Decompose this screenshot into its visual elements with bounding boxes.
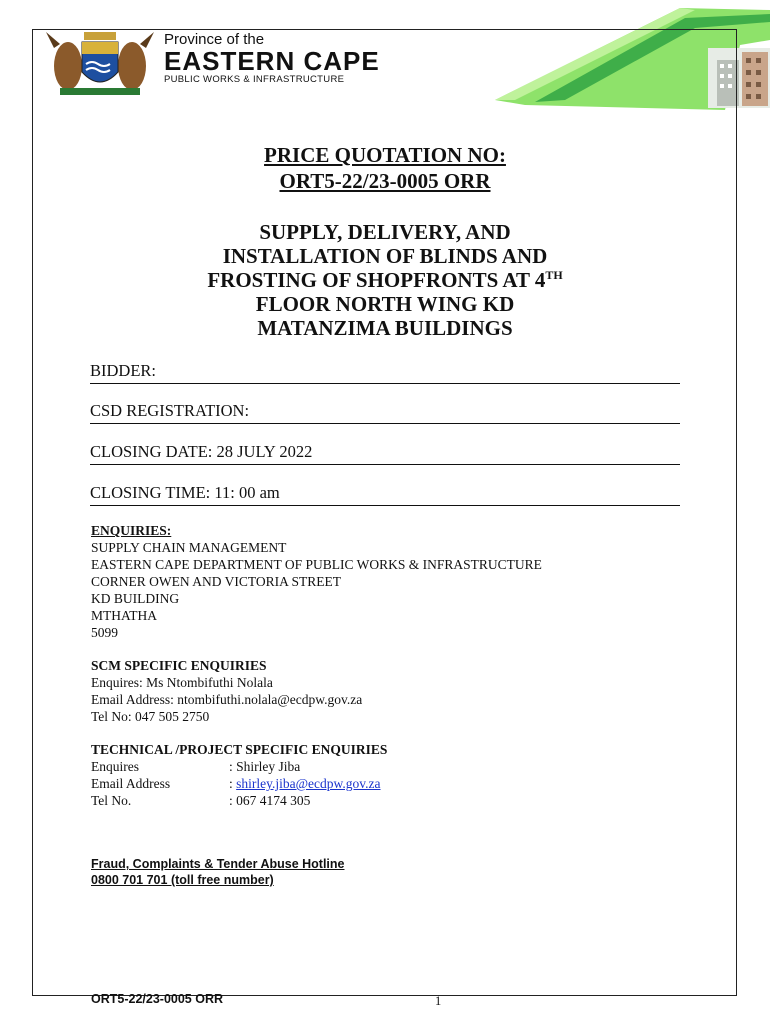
logo-department: PUBLIC WORKS & INFRASTRUCTURE xyxy=(164,74,345,85)
page-number: 1 xyxy=(435,994,442,1008)
bidder-field: BIDDER: xyxy=(90,361,680,384)
scm-tel: Tel No: 047 505 2750 xyxy=(91,709,210,724)
technical-tel-row xyxy=(91,792,387,809)
technical-email-label: Email Address xyxy=(91,776,171,791)
fraud-hotline xyxy=(91,856,345,888)
quotation-title xyxy=(0,142,770,194)
closing-date-field: CLOSING DATE: 28 JULY 2022 xyxy=(90,442,680,465)
subject-line-5: MATANZIMA BUILDINGS xyxy=(257,316,513,340)
project-subject xyxy=(0,220,770,340)
logo-eastern-cape: EASTERN CAPE xyxy=(164,46,380,76)
subject-line-4: FLOOR NORTH WING KD xyxy=(255,292,515,316)
technical-tel-label: Tel No. xyxy=(91,793,132,808)
technical-enquires-value: : Shirley Jiba xyxy=(229,759,301,774)
logo-province-of: Province of the xyxy=(164,31,265,48)
enquiries-line: KD BUILDING xyxy=(91,591,180,606)
scm-heading: SCM SPECIFIC ENQUIRIES xyxy=(91,658,267,673)
logo-text xyxy=(164,32,380,86)
hotline-line-2: 0800 701 701 (toll free number) xyxy=(91,873,274,887)
technical-tel-value: : 067 4174 305 xyxy=(229,793,311,808)
province-logo xyxy=(40,28,420,98)
enquiries-section xyxy=(91,522,542,641)
subject-line-1: SUPPLY, DELIVERY, AND xyxy=(259,220,511,244)
technical-email-prefix: : xyxy=(229,776,237,791)
enquiries-heading: ENQUIRIES: xyxy=(91,523,172,538)
enquiries-line: MTHATHA xyxy=(91,608,157,623)
technical-email-row xyxy=(91,775,387,792)
footer-reference: ORT5-22/23-0005 ORR xyxy=(91,992,224,1006)
coat-of-arms-icon xyxy=(40,28,160,98)
scm-email: Email Address: ntombifuthi.nolala@ecdpw.gov.za xyxy=(91,692,363,707)
closing-time-field: CLOSING TIME: 11: 00 am xyxy=(90,483,680,506)
technical-enquires-row xyxy=(91,758,387,775)
title-line-1: PRICE QUOTATION NO: xyxy=(264,143,506,167)
technical-enquires-label: Enquires xyxy=(91,759,139,774)
enquiries-line: EASTERN CAPE DEPARTMENT OF PUBLIC WORKS & INFRASTRUCTURE xyxy=(91,557,542,572)
subject-line-3-superscript: TH xyxy=(545,268,563,282)
enquiries-line: CORNER OWEN AND VICTORIA STREET xyxy=(91,574,342,589)
technical-enquiries-section xyxy=(91,741,387,809)
subject-line-2: INSTALLATION OF BLINDS AND xyxy=(222,244,548,268)
enquiries-line: 5099 xyxy=(91,625,118,640)
scm-enquiries-section xyxy=(91,657,362,725)
technical-heading: TECHNICAL /PROJECT SPECIFIC ENQUIRIES xyxy=(91,742,388,757)
csd-registration-field: CSD REGISTRATION: xyxy=(90,401,680,424)
hotline-line-1: Fraud, Complaints & Tender Abuse Hotline xyxy=(91,857,345,871)
subject-line-3-text: FROSTING OF SHOPFRONTS AT 4 xyxy=(207,268,546,292)
subject-line-3 xyxy=(0,268,770,292)
title-line-2: ORT5-22/23-0005 ORR xyxy=(279,169,491,193)
technical-email-value xyxy=(229,775,381,792)
technical-email-link[interactable]: shirley.jiba@ecdpw.gov.za xyxy=(236,776,381,791)
enquiries-line: SUPPLY CHAIN MANAGEMENT xyxy=(91,540,287,555)
scm-enquires: Enquires: Ms Ntombifuthi Nolala xyxy=(91,675,273,690)
